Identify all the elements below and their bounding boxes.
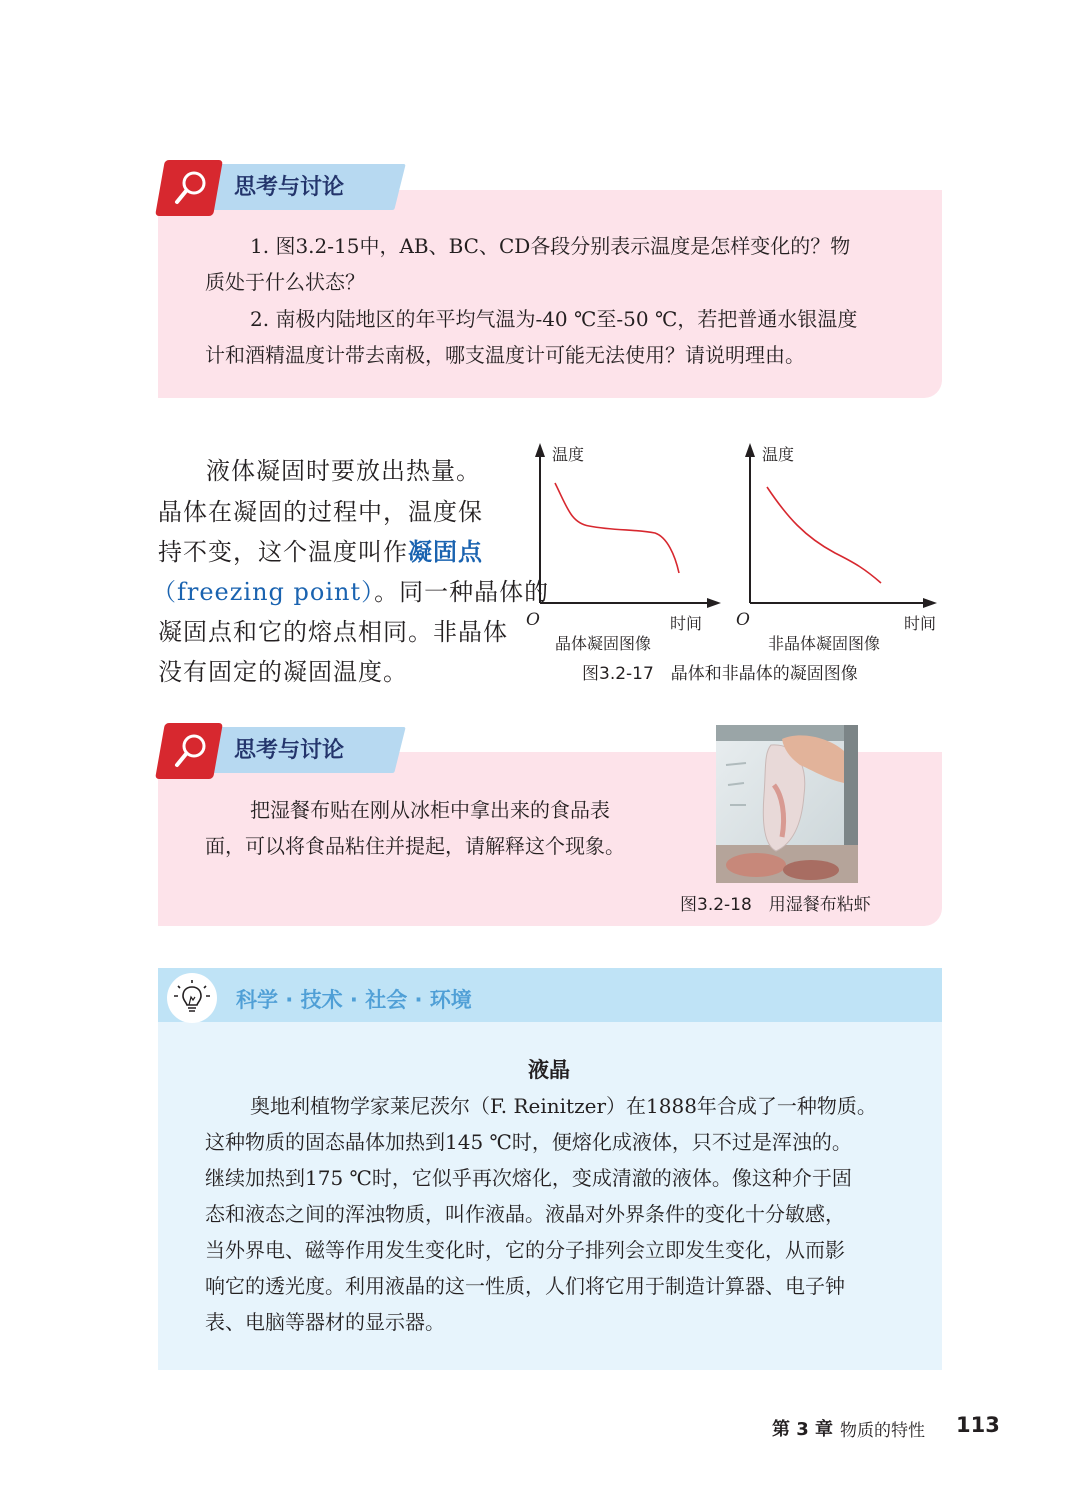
discussion1-q2-line2: 计和酒精温度计带去南极，哪支温度计可能无法使用？请说明理由。 [205,343,805,367]
amorphous-chart [745,443,937,608]
discussion1-q2-line1: 2. 南极内陆地区的年平均气温为-40 ℃至-50 ℃，若把普通水银温度 [250,307,858,331]
figure-18-caption: 图3.2-18 用湿餐布粘虾 [680,895,871,915]
left-chart-origin: O [526,610,540,630]
discussion-tag-2 [160,723,420,777]
footer-chapter: 第 3 章 [772,1419,834,1440]
discussion1-q1-line2: 质处于什么状态？ [205,270,365,294]
left-chart-y-label: 温度 [552,445,585,464]
discussion-tag-1 [160,160,420,214]
left-chart-subtitle: 晶体凝固图像 [555,634,652,653]
shrimp-photo [716,725,858,883]
magnifier-icon [172,168,210,208]
magnifier-icon [172,731,210,771]
crystal-curve [555,483,679,573]
page-number: 113 [956,1413,1000,1437]
figure-17-graphs [515,435,955,655]
science-line-6: 响它的透光度。利用液晶的这一性质，人们将它用于制造计算器、电子钟 [205,1274,845,1298]
left-chart-x-label: 时间 [670,614,703,633]
science-line-7: 表、电脑等器材的显示器。 [205,1310,445,1334]
right-chart-y-label: 温度 [762,445,795,464]
science-line-3: 继续加热到175 ℃时，它似乎再次熔化，变成清澈的液体。像这种介于固 [205,1166,852,1190]
science-header: 科学 · 技术 · 社会 · 环境 [236,988,472,1012]
science-line-1: 奥地利植物学家莱尼茨尔（F. Reinitzer）在1888年合成了一种物质。 [250,1094,877,1118]
english-term: （freezing point） [152,578,375,606]
science-line-2: 这种物质的固态晶体加热到145 ℃时，便熔化成液体，只不过是浑浊的。 [205,1130,852,1154]
main-text-line3 [158,532,483,572]
main-text-line4 [152,572,549,612]
main-text-line3-a: 持不变，这个温度叫作 [158,538,408,566]
discussion-title-1: 思考与讨论 [234,175,345,200]
right-chart-subtitle: 非晶体凝固图像 [768,634,881,653]
main-text-line1: 液体凝固时要放出热量。 [206,457,481,485]
lightbulb-icon [172,978,212,1018]
science-line-5: 当外界电、磁等作用发生变化时，它的分子排列会立即发生变化，从而影 [205,1238,845,1262]
crystal-chart [535,443,721,608]
discussion2-line2: 面，可以将食品粘住并提起，请解释这个现象。 [205,834,625,858]
main-text-line5: 凝固点和它的熔点相同。非晶体 [158,618,508,646]
main-text-line6: 没有固定的凝固温度。 [158,658,408,686]
science-line-4: 态和液态之间的浑浊物质，叫作液晶。液晶对外界条件的变化十分敏感， [205,1202,845,1226]
discussion-title-2: 思考与讨论 [234,738,345,763]
science-title: 液晶 [528,1058,570,1082]
main-text-line2: 晶体在凝固的过程中，温度保 [158,498,483,526]
amorphous-curve [767,487,881,583]
discussion2-line1: 把湿餐布贴在刚从冰柜中拿出来的食品表 [250,798,610,822]
main-text-line4-b: 。同一种晶体的 [374,578,550,606]
right-chart-origin: O [736,610,750,630]
discussion1-q1-line1: 1. 图3.2-15中，AB、BC、CD各段分别表示温度是怎样变化的？物 [250,234,851,258]
right-chart-x-label: 时间 [904,614,937,633]
figure-17-caption: 图3.2-17 晶体和非晶体的凝固图像 [582,664,858,684]
term-freezing-point: 凝固点 [408,538,483,566]
footer-chapter-title: 物质的特性 [840,1421,925,1441]
